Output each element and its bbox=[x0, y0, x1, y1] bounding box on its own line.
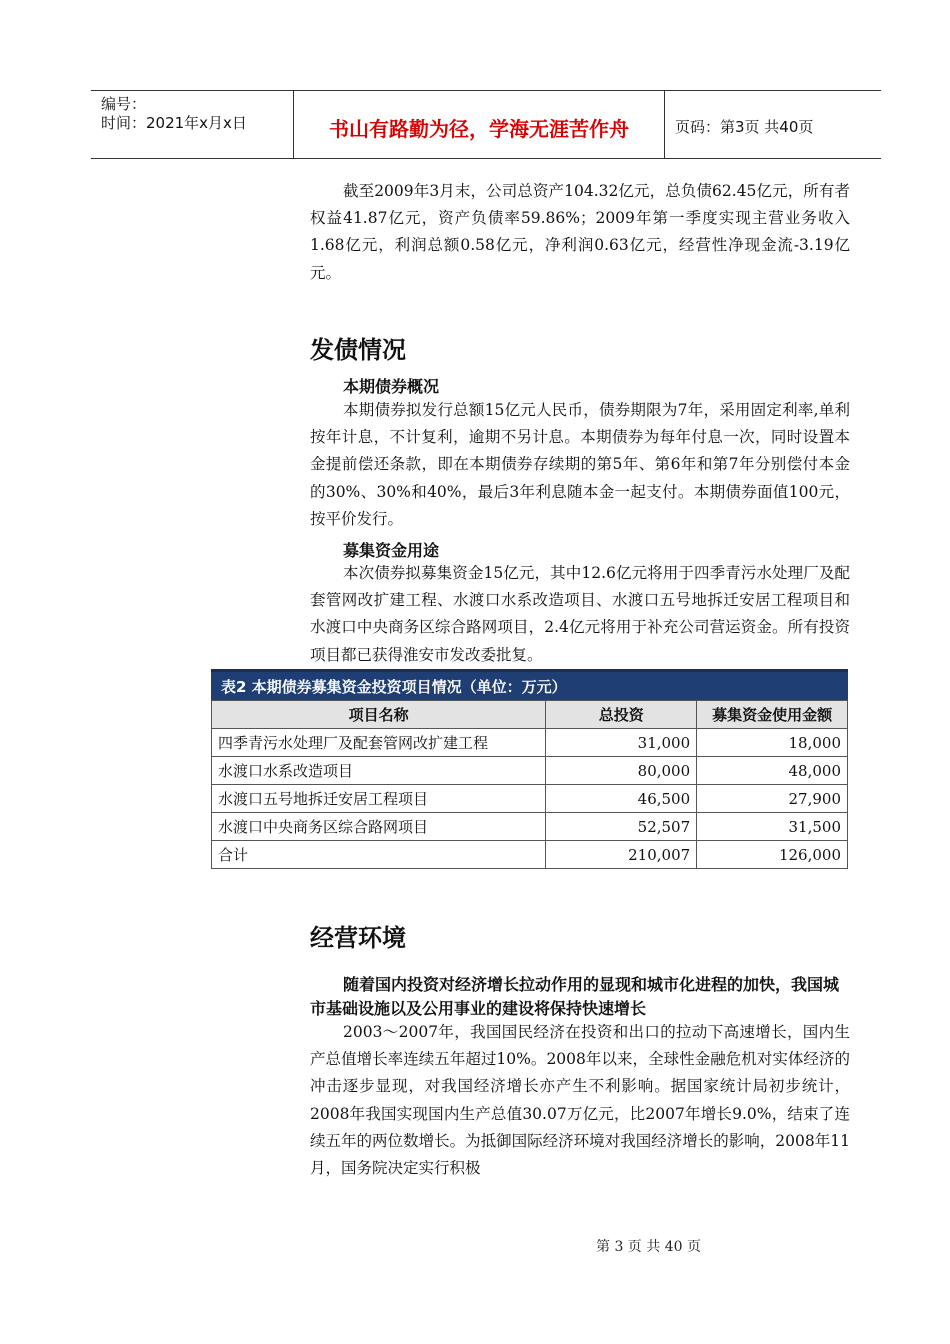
table-title: 表2 本期债券募集资金投资项目情况（单位：万元） bbox=[211, 669, 848, 700]
table-cell: 52,507 bbox=[546, 813, 697, 841]
table-cell: 48,000 bbox=[697, 757, 848, 785]
table-cell: 27,900 bbox=[697, 785, 848, 813]
bond-overview-paragraph: 本期债券拟发行总额15亿元人民币，债券期限为7年，采用固定利率,单利按年计息，不计复利，逾期不另计息。本期债券为每年付息一次，同时设置本金提前偿还条款，即在本期债券存续期的第5年、第6年和第7年分别偿付本金的30%、30%和40%，最后3年利息随本金一起支付。本期债券面值100元，按平价发行。 bbox=[310, 401, 850, 528]
table-header-cell: 募集资金使用金额 bbox=[697, 701, 848, 729]
table-cell: 46,500 bbox=[546, 785, 697, 813]
table-cell: 四季青污水处理厂及配套管网改扩建工程 bbox=[212, 729, 546, 757]
table-cell: 合计 bbox=[212, 841, 546, 869]
table-row bbox=[212, 785, 848, 813]
table-cell: 水渡口五号地拆迁安居工程项目 bbox=[212, 785, 546, 813]
table-row bbox=[212, 757, 848, 785]
table-total-row bbox=[212, 841, 848, 869]
table-cell: 210,007 bbox=[546, 841, 697, 869]
table-header-row bbox=[212, 701, 848, 729]
subsection-title-bond-overview: 本期债券概况 bbox=[343, 377, 440, 396]
table-cell: 18,000 bbox=[697, 729, 848, 757]
footer-page-text: 第 3 页 共 40 页 bbox=[596, 1239, 701, 1255]
doc-time-label: 时间：2021年x月x日 bbox=[101, 114, 247, 132]
table-cell: 水渡口中央商务区综合路网项目 bbox=[212, 813, 546, 841]
subsection-title-fund-use: 募集资金用途 bbox=[343, 541, 440, 560]
header-page-code: 页码：第3页 共40页 bbox=[675, 118, 814, 136]
table-row bbox=[212, 813, 848, 841]
table-cell: 126,000 bbox=[697, 841, 848, 869]
table-cell: 31,000 bbox=[546, 729, 697, 757]
fund-use-paragraph: 本次债券拟募集资金15亿元，其中12.6亿元将用于四季青污水处理厂及配套管网改扩建工程、水渡口水系改造项目、水渡口五号地拆迁安居工程项目和水渡口中央商务区综合路网项目，2.4亿元将用于补充公司营运资金。所有投资项目都已获得淮安市发改委批复。 bbox=[310, 564, 850, 664]
page-header bbox=[91, 90, 881, 159]
header-left-cell bbox=[91, 91, 293, 158]
section-title-bond: 发债情况 bbox=[310, 336, 406, 364]
table-cell: 31,500 bbox=[697, 813, 848, 841]
table-row bbox=[212, 729, 848, 757]
header-right-cell bbox=[665, 91, 881, 158]
table-cell: 水渡口水系改造项目 bbox=[212, 757, 546, 785]
table-header-cell: 总投资 bbox=[546, 701, 697, 729]
investment-table bbox=[211, 700, 848, 869]
section-title-environment: 经营环境 bbox=[310, 924, 406, 952]
intro-paragraph: 截至2009年3月末，公司总资产104.32亿元，总负债62.45亿元，所有者权益41.87亿元，资产负债率59.86%；2009年第一季度实现主营业务收入1.68亿元，利润总额0.58亿元，净利润0.63亿元，经营性净现金流-3.19亿元。 bbox=[310, 182, 850, 282]
header-motto: 书山有路勤为径，学海无涯苦作舟 bbox=[329, 117, 629, 141]
header-middle-cell bbox=[293, 91, 665, 158]
table-cell: 80,000 bbox=[546, 757, 697, 785]
table-header-cell: 项目名称 bbox=[212, 701, 546, 729]
doc-number-label: 编号： bbox=[101, 95, 147, 113]
subsection-title-environment: 随着国内投资对经济增长拉动作用的显现和城市化进程的加快，我国城市基础设施以及公用事业的建设将保持快速增长 bbox=[310, 975, 840, 1018]
environment-paragraph: 2003～2007年，我国国民经济在投资和出口的拉动下高速增长，国内生产总值增长率连续五年超过10%。2008年以来，全球性金融危机对实体经济的冲击逐步显现，对我国经济增长亦产生不利影响。据国家统计局初步统计，2008年我国实现国内生产总值30.07万亿元，比2007年增长9.0%，结束了连续五年的两位数增长。为抵御国际经济环境对我国经济增长的影响，2008年11月，国务院决定实行积极 bbox=[310, 1023, 850, 1178]
